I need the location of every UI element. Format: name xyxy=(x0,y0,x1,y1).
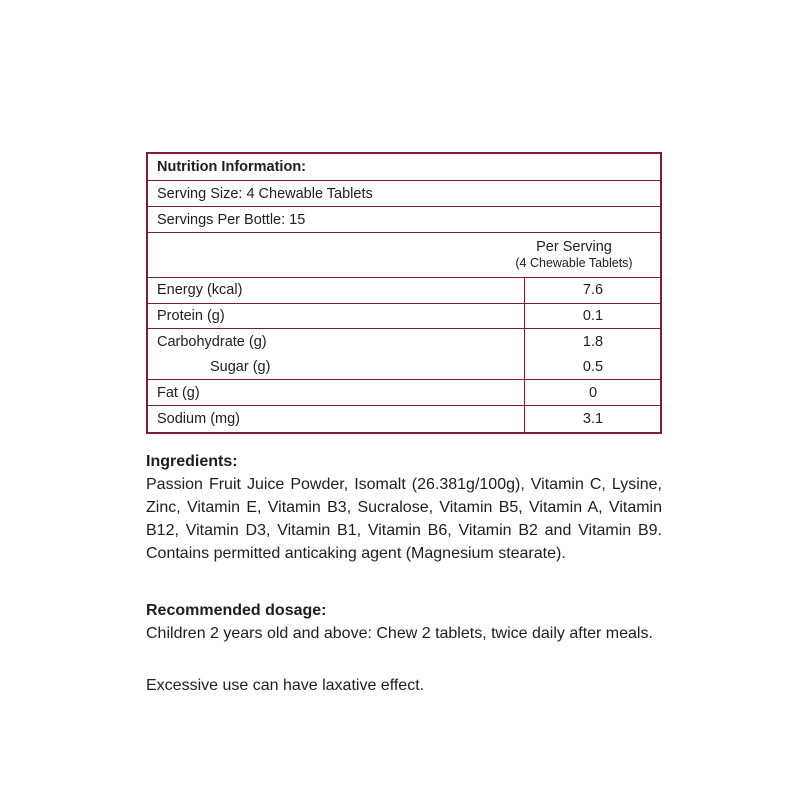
servings-per-bottle: Servings Per Bottle: 15 xyxy=(157,211,306,228)
nutrition-table xyxy=(146,152,662,434)
dosage-text: Children 2 years old and above: Chew 2 tablets, twice daily after meals. xyxy=(146,625,653,642)
dosage-section xyxy=(146,599,662,645)
per-serving-header xyxy=(488,233,660,277)
table-row xyxy=(148,355,660,381)
row-label: Sodium (mg) xyxy=(157,410,240,427)
row-label: Fat (g) xyxy=(157,384,200,401)
row-label: Sugar (g) xyxy=(210,359,271,376)
row-label: Protein (g) xyxy=(157,307,225,324)
ingredients-heading: Ingredients: xyxy=(146,453,238,470)
row-label: Carbohydrate (g) xyxy=(157,333,267,350)
ingredients-text: Passion Fruit Juice Powder, Isomalt (26.381g/100g), Vitamin C, Lysine, Zinc, Vitamin E, Vitamin B3, Sucralose, Vitamin B5, Vitamin A, Vitamin B12, Vitamin D3, Vitamin B1, Vitamin B6, Vitamin B2 and Vitamin B9. Contains permitted anticaking agent (Magnesium stearate). xyxy=(146,476,662,562)
row-value: 7.6 xyxy=(524,278,661,303)
table-row xyxy=(148,380,660,406)
per-serving-label: Per Serving xyxy=(536,239,612,256)
table-row xyxy=(148,304,660,330)
table-row xyxy=(148,278,660,304)
serving-size-row xyxy=(148,181,660,207)
row-value: 0.5 xyxy=(524,355,661,380)
per-serving-sublabel: (4 Chewable Tablets) xyxy=(515,256,633,271)
row-label: Energy (kcal) xyxy=(157,282,243,299)
laxative-warning: Excessive use can have laxative effect. xyxy=(146,677,425,694)
dosage-heading: Recommended dosage: xyxy=(146,602,327,619)
table-row xyxy=(148,329,660,355)
servings-per-bottle-row xyxy=(148,207,660,233)
nutrition-title: Nutrition Information: xyxy=(157,159,307,175)
table-row xyxy=(148,406,660,432)
nutrition-title-row xyxy=(148,154,660,181)
column-header-row xyxy=(148,233,660,278)
serving-size: Serving Size: 4 Chewable Tablets xyxy=(157,185,373,202)
ingredients-section xyxy=(146,450,662,565)
row-value: 3.1 xyxy=(524,406,661,432)
row-value: 1.8 xyxy=(524,329,661,355)
row-value: 0 xyxy=(524,380,661,405)
row-value: 0.1 xyxy=(524,304,661,329)
